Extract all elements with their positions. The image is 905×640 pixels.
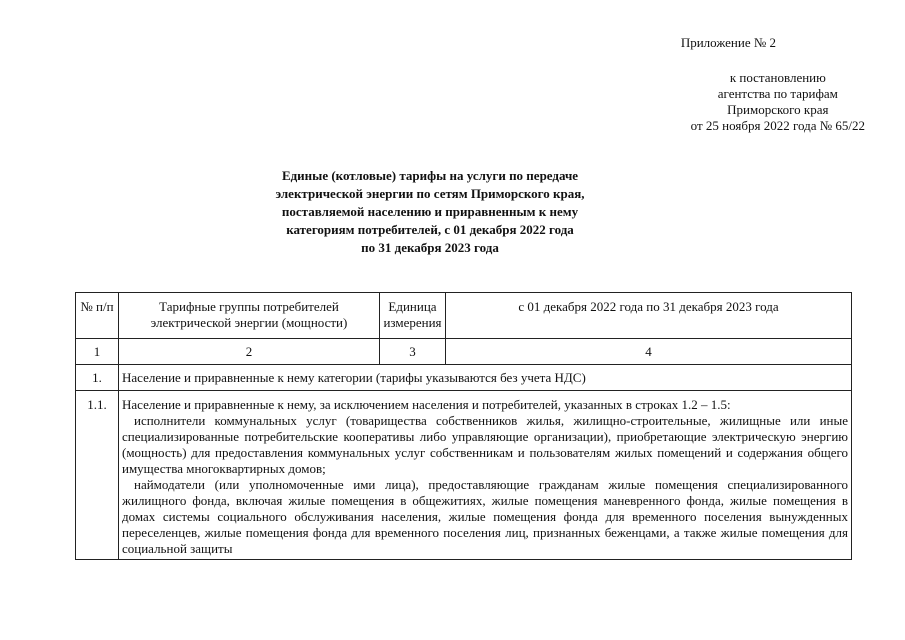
row-paragraph: исполнители коммунальных услуг (товарищества собственников жилья, жилищно-строительные, жилищные или иные специализированные потребительские кооперативы либо управляющие организации), приобретающие электрическую энергию (мощность) для предоставления коммунальных услуг собственникам и пользователям жилых помещений и содержания общего имущества многоквартирных домов; (122, 413, 848, 476)
title-line: Единые (котловые) тарифы на услуги по передаче (281, 168, 579, 183)
table-row (76, 391, 852, 560)
row-intro: Население и приравненные к нему, за исключением населения и потребителей, указанных в строках 1.2 – 1.5: (122, 397, 731, 412)
title-line: категориям потребителей, с 01 декабря 2022 года (286, 222, 574, 237)
reference-line: Приморского края (727, 102, 829, 117)
header-period: с 01 декабря 2022 года по 31 декабря 2023 года (446, 293, 852, 339)
table-row (76, 365, 852, 391)
column-numbers-row (76, 339, 852, 365)
title-line: электрической энергии по сетям Приморского края, (275, 186, 585, 201)
resolution-reference (691, 70, 865, 134)
row-text: Население и приравненные к нему категории (тарифы указываются без учета НДС) (119, 365, 852, 391)
appendix-label: Приложение № 2 (680, 35, 776, 50)
header-unit: Единица измерения (380, 293, 446, 339)
column-number: 2 (119, 339, 380, 365)
reference-line: к постановлению (729, 70, 826, 85)
header-tariff-groups: Тарифные группы потребителей электрической энергии (мощности) (119, 293, 380, 339)
document-title (230, 167, 630, 257)
row-paragraph: наймодатели (или уполномоченные ими лица), предоставляющие гражданам жилые помещения специализированного жилищного фонда, включая жилые помещения в общежитиях, жилые помещения маневренного фонда, жилые помещения в домах системы социального обслуживания населения, жилые помещения фонда для временного поселения вынужденных переселенцев, жилые помещения фонда для временного поселения лиц, признанных беженцами, а также жилые помещения для социальной защиты (122, 477, 848, 556)
column-number: 1 (76, 339, 119, 365)
column-number: 3 (380, 339, 446, 365)
row-number: 1. (76, 365, 119, 391)
row-number: 1.1. (76, 391, 119, 560)
tariff-table (75, 292, 852, 560)
title-line: по 31 декабря 2023 года (361, 240, 499, 255)
table-header-row (76, 293, 852, 339)
reference-date-line: от 25 ноября 2022 года № 65/22 (690, 118, 865, 133)
column-number: 4 (446, 339, 852, 365)
reference-line: агентства по тарифам (717, 86, 838, 101)
title-line: поставляемой населению и приравненным к нему (281, 204, 579, 219)
header-number: № п/п (76, 293, 119, 339)
row-content (119, 391, 852, 560)
